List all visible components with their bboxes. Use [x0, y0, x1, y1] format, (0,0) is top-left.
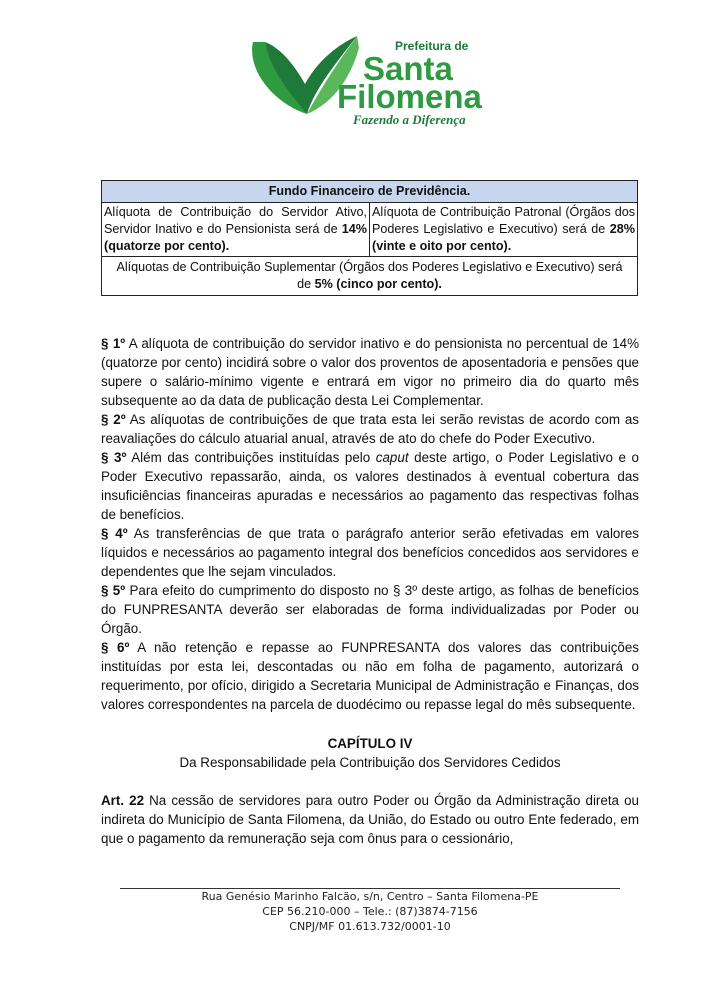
paragraph-text: A alíquota de contribuição do servidor inativo e do pensionista no percentual de 14% (quatorze por cento) incidirá sobre o valor dos proventos de aposentadoria e pensões que supere o salário-mínimo vigente e entrará em vigor no primeiro dia do quarto mês subsequente ao da data de publicação desta Lei Complementar. [101, 336, 639, 408]
cell-patronal-rate: 28% (vinte e oito por cento). [372, 222, 635, 253]
paragraph-6 [101, 638, 639, 714]
logo-line-2: Santa [363, 50, 453, 87]
paragraph-text: As alíquotas de contribuições de que trata esta lei serão revistas de acordo com as reavaliações do cálculo atuarial anual, através de ato do chefe do Poder Executivo. [101, 412, 639, 446]
paragraph-text: As transferências de que trata o parágrafo anterior serão efetivadas em valores líquidos e necessários ao pagamento integral dos benefícios concedidos aos servidores e dependentes que lhe sejam vinculados. [101, 526, 639, 579]
cell-patronal-text: Alíquota de Contribuição Patronal (Órgãos dos Poderes Legislativo e Executivo) será de [372, 205, 635, 236]
paragraph-3 [101, 448, 639, 524]
paragraph-text: Para efeito do cumprimento do disposto no § 3º deste artigo, as folhas de benefícios do FUNPRESANTA deverão ser elaboradas de forma individualizadas por Poder ou Órgão. [101, 583, 639, 636]
logo-graphic [245, 28, 505, 128]
paragraph-2 [101, 410, 639, 448]
paragraph-marker: § 5º [101, 583, 126, 598]
fund-table-cell-servidor [102, 203, 370, 257]
page-footer [120, 888, 620, 934]
footer-address: Rua Genésio Marinho Falcão, s/n, Centro – Santa Filomena-PE [201, 890, 539, 903]
municipality-logo [245, 28, 505, 128]
paragraph-marker: § 6º [101, 640, 130, 655]
article-22 [101, 791, 639, 848]
document-body [101, 334, 639, 848]
chapter-title: CAPÍTULO IV [327, 736, 413, 751]
paragraph-marker: § 1º [101, 336, 126, 351]
paragraph-4 [101, 524, 639, 581]
paragraph-text: A não retenção e repasse ao FUNPRESANTA dos valores das contribuições instituídas por esta lei, descontadas ou não em folha de pagamento, autorizará o requerimento, por ofício, dirigido a Secretaria Municipal de Administração e Finanças, dos valores correspondentes na parcela de duodécimo ou repasse legal do mês subsequente. [101, 640, 639, 712]
cell-servidor-text: Alíquota de Contribuição do Servidor Ativo, Servidor Inativo e do Pensionista será de [104, 205, 367, 236]
logo-tagline: Fazendo a Diferença [353, 112, 466, 127]
footer-cnpj: CNPJ/MF 01.613.732/0001-10 [289, 920, 451, 933]
cell-servidor-rate: 14% (quatorze por cento). [104, 222, 367, 253]
logo-line-1: Prefeitura de [395, 39, 469, 53]
article-label: Art. 22 [101, 793, 145, 808]
paragraph-marker: § 2º [101, 412, 126, 427]
fund-table-cell-suplementar [102, 257, 638, 296]
chapter-heading [101, 734, 639, 772]
paragraph-text-cont: deste artigo, o Poder Legislativo e o Poder Executivo repassarão, ainda, os valores destinados à eventual cobertura das insuficiências financeiras apuradas e necessários ao pagamento das respectivas folhas de benefícios. [101, 450, 639, 522]
chapter-subtitle: Da Responsabilidade pela Contribuição dos Servidores Cedidos [179, 755, 561, 770]
fund-table [101, 180, 638, 296]
paragraph-marker: § 3º [101, 450, 127, 465]
cell-suplementar-rate: 5% (cinco por cento). [314, 277, 442, 291]
paragraph-text: Além das contribuições instituídas pelo [126, 450, 376, 465]
paragraph-marker: § 4º [101, 526, 128, 541]
cell-suplementar-text: Alíquotas de Contribuição Suplementar (Órgãos dos Poderes Legislativo e Executivo) será de [116, 260, 623, 291]
caput-term: caput [375, 450, 409, 465]
paragraph-5 [101, 581, 639, 638]
footer-contact: CEP 56.210-000 – Tele.: (87)3874-7156 [262, 905, 478, 918]
article-text: Na cessão de servidores para outro Poder ou Órgão da Administração direta ou indireta do Município de Santa Filomena, da União, do Estado ou outro Ente federado, em que o pagamento da remuneração seja com ônus para o cessionário, [101, 793, 639, 846]
paragraph-1 [101, 334, 639, 410]
fund-table-cell-patronal [370, 203, 638, 257]
fund-table-title: Fundo Financeiro de Previdência. [102, 181, 638, 203]
logo-line-3: Filomena [337, 78, 482, 115]
